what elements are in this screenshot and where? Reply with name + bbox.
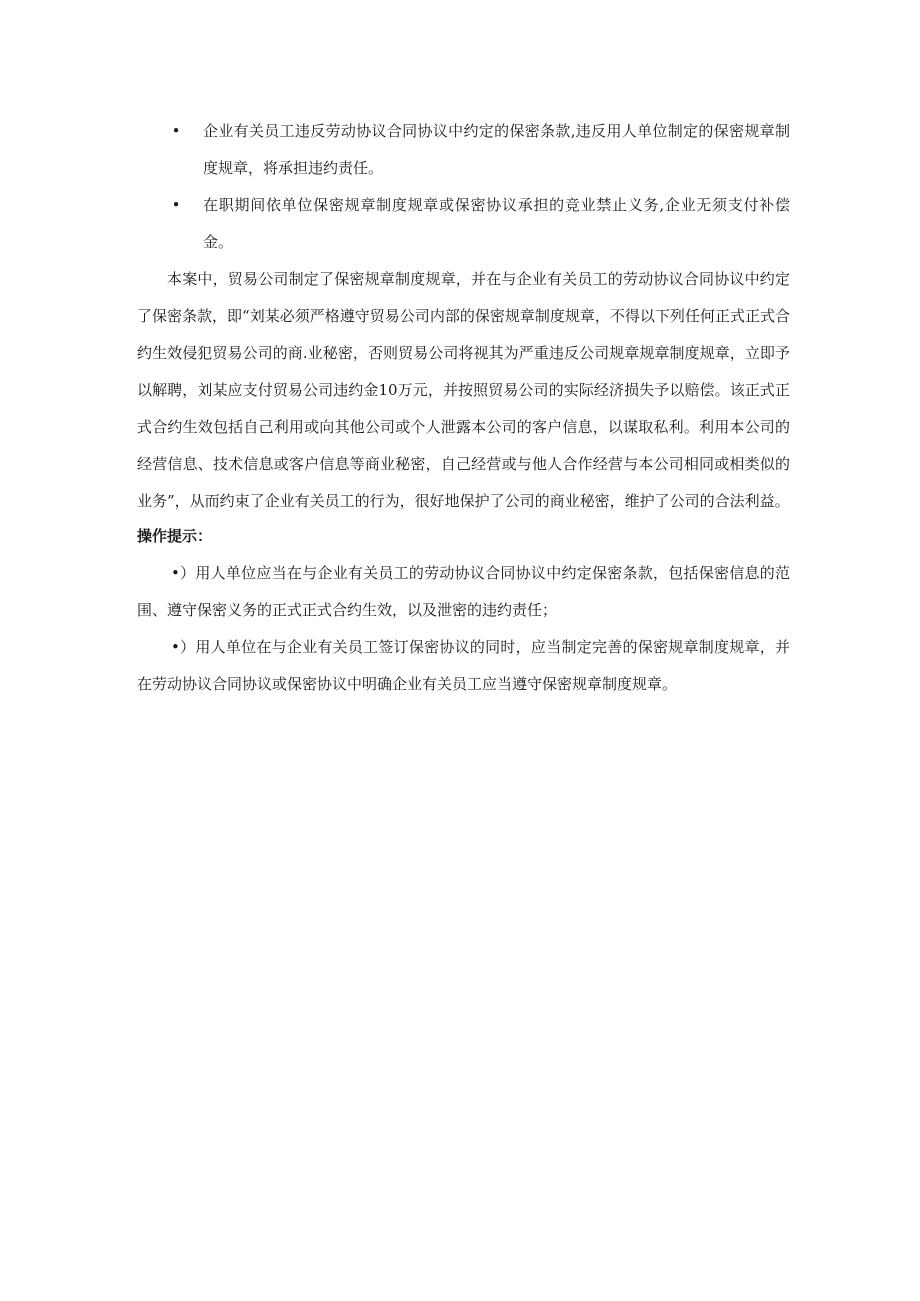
tips-heading: 操作提示：	[137, 527, 213, 545]
case-paragraph: 本案中，贸易公司制定了保密规章制度规章，并在与企业有关员工的劳动协议合同协议中约定了保密条款，即“刘某必须严格遵守贸易公司内部的保密规章制度规章，不得以下列任何正式正式合约生效侵犯贸易公司的商.业秘密，否则贸易公司将视其为严重违反公司规章规章制度规章，立即予以解聘，刘某应支付贸易公司违约金10万元，并按照贸易公司的实际经济损失予以赔偿。该正式正式合约生效包括自己利用或向其他公司或个人泄露本公司的客户信息，以谋取私利。利用本公司的经营信息、技术信息或客户信息等商业秘密，自己经营或与他人合作经营与本公司相同或相类似的业务”，从而约束了企业有关员工的行为，很好地保护了公司的商业秘密，维护了公司的合法利益。	[137, 270, 790, 510]
document-body	[137, 113, 790, 703]
bullet-marker: •	[171, 196, 181, 214]
bullet-item	[137, 113, 790, 187]
bullet-item	[137, 187, 790, 261]
bullet-text: 企业有关员工违反劳动协议合同协议中约定的保密条款,违反用人单位制定的保密规章制度规章，将承担违约责任。	[203, 122, 790, 177]
bullet-marker: •	[171, 122, 181, 140]
tip-item: •）用人单位应当在与企业有关员工的劳动协议合同协议中约定保密条款，包括保密信息的范围、遵守保密义务的正式正式合约生效，以及泄密的违约责任；	[137, 564, 790, 619]
bullet-text: 在职期间依单位保密规章制度规章或保密协议承担的竞业禁止义务,企业无须支付补偿金。	[203, 196, 790, 251]
tip-item: •）用人单位在与企业有关员工签订保密协议的同时，应当制定完善的保密规章制度规章，并在劳动协议合同协议或保密协议中明确企业有关员工应当遵守保密规章制度规章。	[137, 638, 790, 693]
